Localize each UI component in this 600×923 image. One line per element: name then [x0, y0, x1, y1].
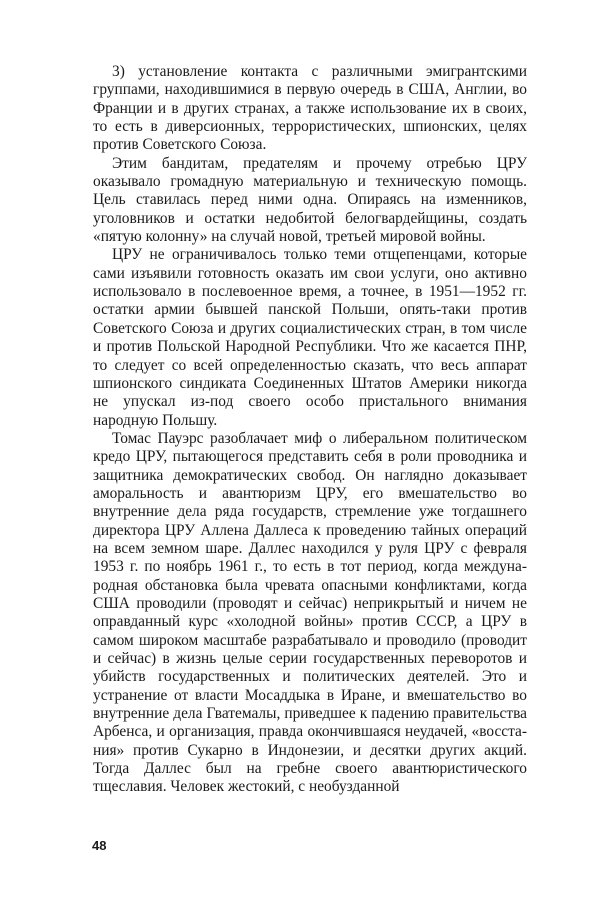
paragraph-2: Этим бандитам, предателям и прочему отребью ЦРУ оказывало громадную материальную и техническую помощь. Цель ставилась перед ними одна. Опираясь на изменников, уголовников и остатки недобитой белогвардейщины, создать «пятую колонну» на случай новой, третьей мировой войны.: [93, 154, 527, 246]
paragraph-4: Томас Пауэрс разоблачает миф о либеральном политическом кредо ЦРУ, пытающегося представить себя в роли проводника и защитника демократических свобод. Он наглядно доказывает аморальность и авантюризм ЦРУ, его вмешательство во внутренние дела ряда государств, стремление уже тогдашнего директора ЦРУ Аллена Даллеса к проведению тайных операций на всем земном шаре. Даллес находился у руля ЦРУ с февраля 1953 г. по ноябрь 1961 г., то есть в тот период, когда международная обстановка была чревата опасными конфликтами, когда США проводили (проводят и сейчас) неприкрытый и ничем не оправданный курс «холодной войны» против СССР, а ЦРУ в самом широком масштабе разрабатывало и проводило (проводит и сейчас) в жизнь целые серии государственных переворотов и убийств государственных и политических деятелей. Это и устранение от власти Мосаддыка в Иране, и вмешательство во внутренние дела Гватемалы, приведшее к падению правительства Арбенса, и организация, правда окончившаяся неудачей, «восстания» против Сукарно в Индонезии, и десятки других акций. Тогда Даллес был на гребне своего авантюристического тщеславия. Человек жестокий, с необузданной: [93, 429, 527, 796]
paragraph-1: 3) установление контакта с различными эмигрантскими группами, находившимися в первую очередь в США, Англии, во Франции и в других странах, а также использование их в своих, то есть в диверсионных, террористических, шпионских, целях против Советского Союза.: [93, 63, 527, 154]
page-number: 48: [92, 838, 107, 853]
paragraph-3: ЦРУ не ограничивалось только теми отщепенцами, которые сами изъявили готовность оказать им свои услуги, оно активно использовало в послевоенное время, а точнее, в 1951—1952 гг. остатки армии бывшей панской Польши, опять-таки против Советского Союза и других социалистических стран, в том числе и против Польской Народной Республики. Что же касается ПНР, то следует со всей определенностью сказать, что весь аппарат шпионского синдиката Соединенных Штатов Америки никогда не упускал из-под своего особо пристального внимания народную Польшу.: [93, 246, 527, 429]
page-text: [93, 63, 527, 797]
